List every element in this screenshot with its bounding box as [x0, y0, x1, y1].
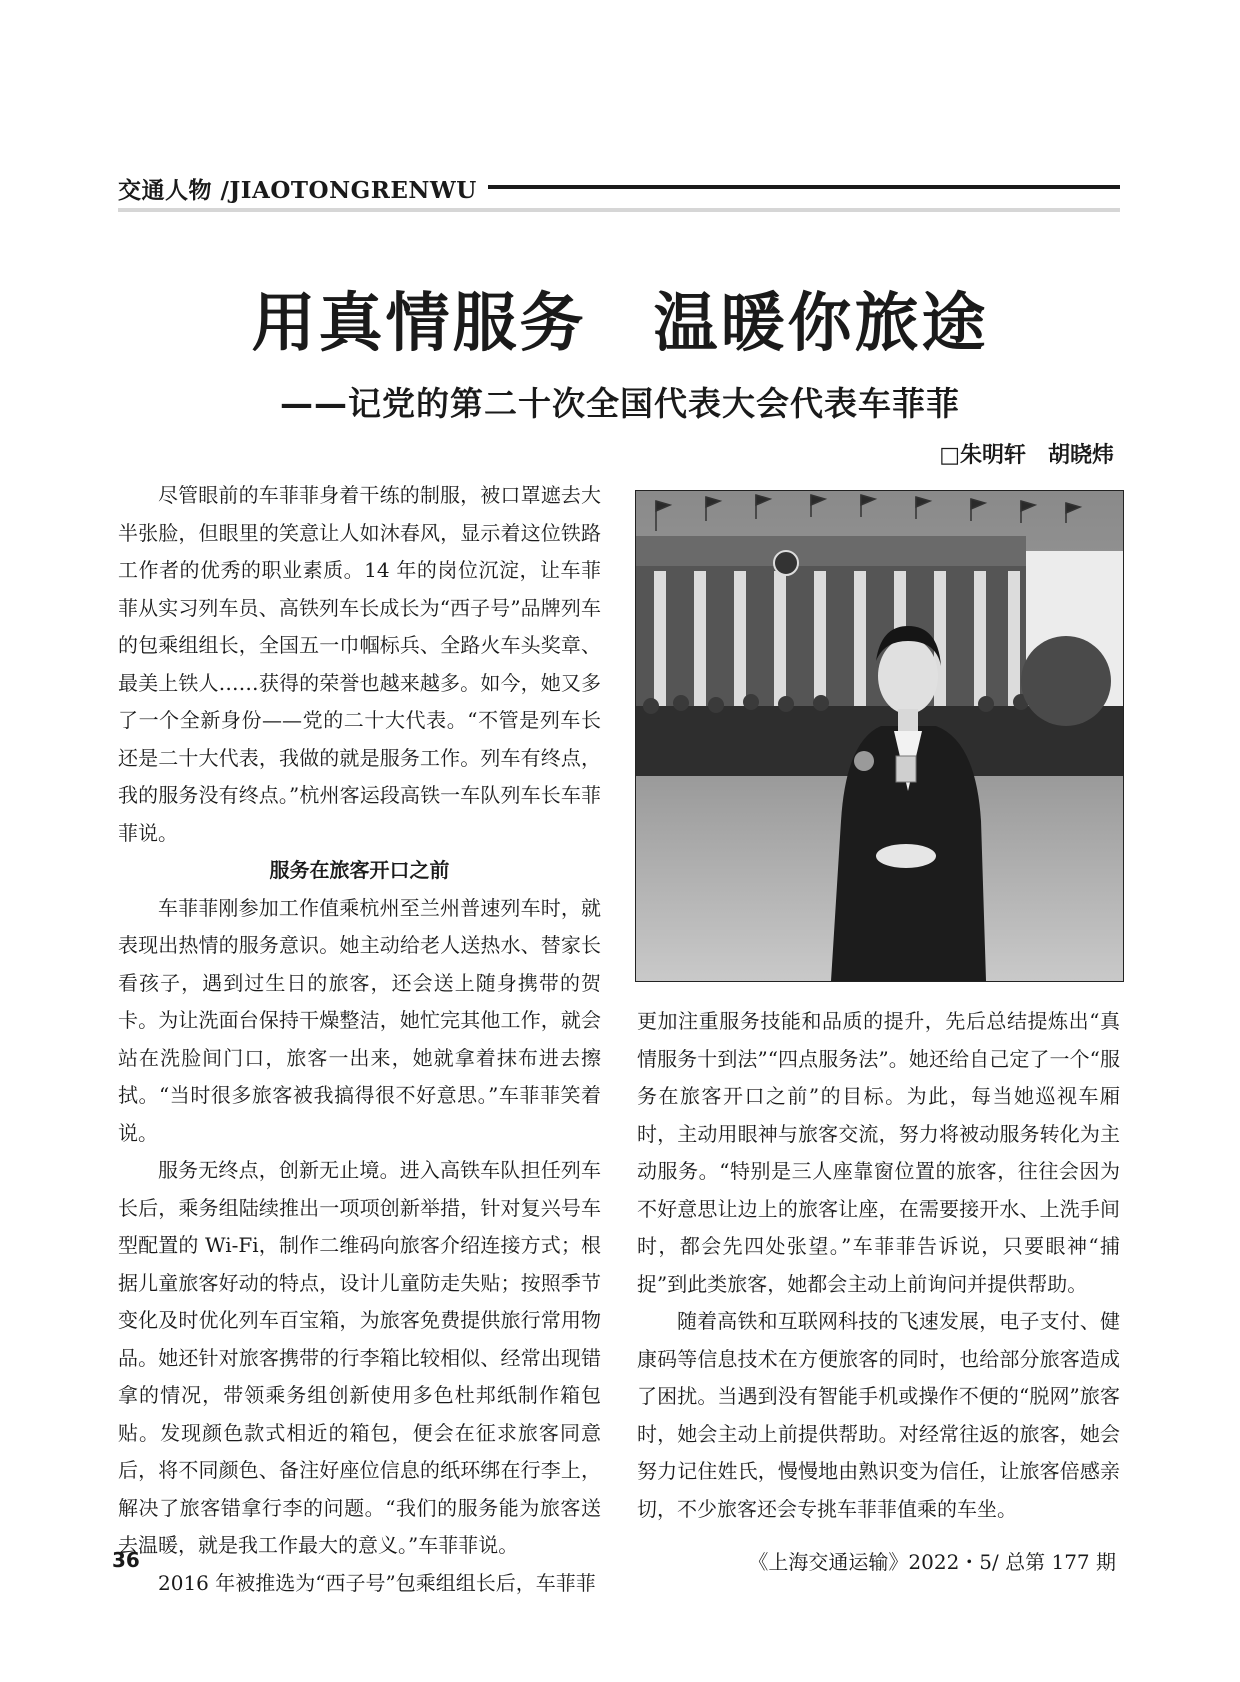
right-column — [637, 1003, 1120, 1528]
body-paragraph: 更加注重服务技能和品质的提升，先后总结提炼出“真情服务十到法”“四点服务法”。她还给自己定了一个“服务在旅客开口之前”的目标。为此，每当她巡视车厢时，主动用眼神与旅客交流，努力将被动服务转化为主动服务。“特别是三人座靠窗位置的旅客，往往会因为不好意思让边上的旅客让座，在需要接开水、上洗手间时，都会先四处张望。”车菲菲告诉说，只要眼神“捕捉”到此类旅客，她都会主动上前询问并提供帮助。 — [637, 1009, 1120, 1296]
article-authors: □朱明轩 胡晓炜 — [939, 443, 1114, 468]
article-photo — [635, 490, 1124, 982]
section-label: 交通人物 /JIAOTONGRENWU — [118, 177, 477, 204]
magazine-footer: 《上海交通运输》2022・5/ 总第 177 期 — [748, 1550, 1116, 1574]
body-paragraph: 服务无终点，创新无止境。进入高铁车队担任列车长后，乘务组陆续推出一项项创新举措，针对复兴号车型配置的 Wi-Fi，制作二维码向旅客介绍连接方式；根据儿童旅客好动的特点，设计儿童防走失贴；按照季节变化及时优化列车百宝箱，为旅客免费提供旅行常用物品。她还针对旅客携带的行李箱比较相似、经常出现错拿的情况，带领乘务组创新使用多色杜邦纸制作箱包贴。发现颜色款式相近的箱包，便会在征求旅客同意后，将不同颜色、备注好座位信息的纸环绑在行李上，解决了旅客错拿行李的问题。“我们的服务能为旅客送去温暖，就是我工作最大的意义。”车菲菲说。 — [118, 1158, 601, 1557]
body-paragraph: 随着高铁和互联网科技的飞速发展，电子支付、健康码等信息技术在方便旅客的同时，也给部分旅客造成了困扰。当遇到没有智能手机或操作不便的“脱网”旅客时，她会主动上前提供帮助。对经常往返的旅客，她会努力记住姓氏，慢慢地由熟识变为信任，让旅客倍感亲切，不少旅客还会专挑车菲菲值乘的车坐。 — [637, 1309, 1120, 1521]
section-header — [118, 172, 1120, 204]
left-column — [118, 477, 601, 1602]
photo-of-representative-icon — [636, 491, 1123, 981]
article-title: 用真情服务 温暖你旅途 — [251, 286, 989, 361]
header-shadow-rule — [118, 208, 1120, 212]
body-paragraph: 2016 年被推选为“西子号”包乘组组长后，车菲菲 — [158, 1570, 596, 1595]
article-subtitle: ——记党的第二十次全国代表大会代表车菲菲 — [280, 384, 960, 423]
body-paragraph: 车菲菲刚参加工作值乘杭州至兰州普速列车时，就表现出热情的服务意识。她主动给老人送热水、替家长看孩子，遇到过生日的旅客，还会送上随身携带的贺卡。为让洗面台保持干燥整洁，她忙完其他工作，就会站在洗脸间门口，旅客一出来，她就拿着抹布进去擦拭。“当时很多旅客被我搞得很不好意思。”车菲菲笑着说。 — [118, 895, 601, 1145]
body-paragraph: 尽管眼前的车菲菲身着干练的制服，被口罩遮去大半张脸，但眼里的笑意让人如沐春风，显示着这位铁路工作者的优秀的职业素质。14 年的岗位沉淀，让车菲菲从实习列车员、高铁列车长成长为“西子号”品牌列车的包乘组组长，全国五一巾帼标兵、全路火车头奖章、最美上铁人……获得的荣誉也越来越多。如今，她又多了一个全新身份——党的二十大代表。“不管是列车长还是二十大代表，我做的就是服务工作。列车有终点，我的服务没有终点。”杭州客运段高铁一车队列车长车菲菲说。 — [118, 483, 601, 845]
header-rule — [488, 185, 1120, 189]
page-number: 36 — [112, 1548, 140, 1572]
section-heading: 服务在旅客开口之前 — [269, 858, 450, 882]
